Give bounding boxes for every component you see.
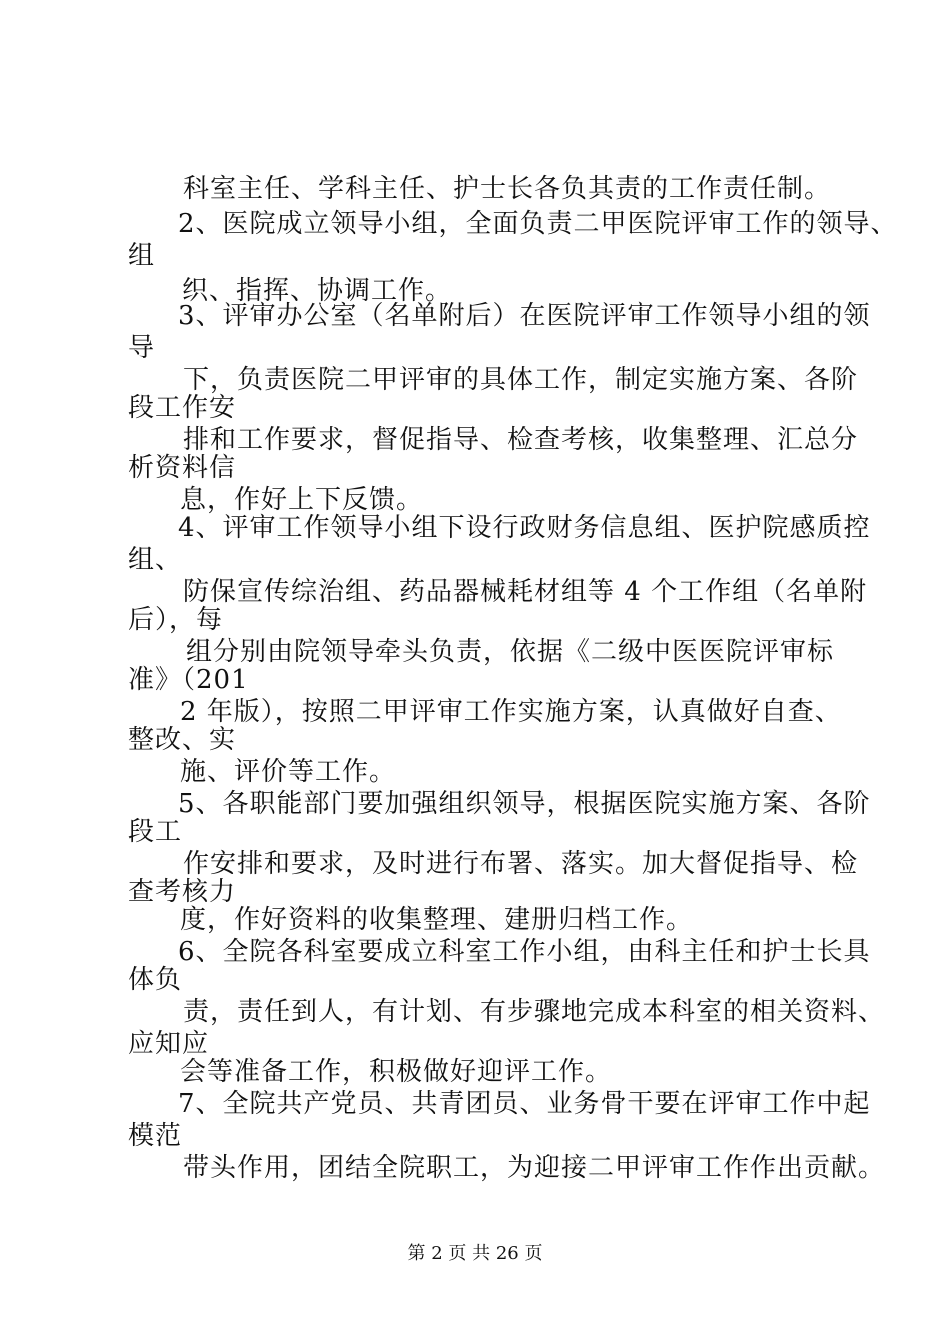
body-line: 体负 bbox=[128, 965, 183, 995]
body-line: 作安排和要求，及时进行布署、落实。加大督促指导、检 bbox=[183, 849, 859, 879]
body-line: 查考核力 bbox=[128, 877, 237, 907]
body-line: 整改、实 bbox=[128, 725, 237, 755]
body-line: 2、医院成立领导小组，全面负责二甲医院评审工作的领导、 bbox=[178, 209, 898, 239]
body-line: 7、全院共产党员、共青团员、业务骨干要在评审工作中起 bbox=[178, 1089, 871, 1119]
body-line: 息，作好上下反馈。 bbox=[180, 485, 424, 515]
body-line: 组、 bbox=[128, 545, 183, 575]
body-line: 织、指挥、协调工作。 bbox=[182, 276, 453, 306]
body-line: 科室主任、学科主任、护士长各负其责的工作责任制。 bbox=[183, 174, 832, 204]
body-line: 排和工作要求，督促指导、检查考核，收集整理、汇总分 bbox=[183, 425, 859, 455]
body-line: 责，责任到人，有计划、有步骤地完成本科室的相关资料、 bbox=[183, 997, 886, 1027]
body-line: 组 bbox=[128, 241, 156, 271]
body-line: 应知应 bbox=[128, 1029, 210, 1059]
body-line: 施、评价等工作。 bbox=[180, 757, 397, 787]
page-number-footer: 第 2 页 共 26 页 bbox=[407, 1243, 543, 1264]
body-line: 2 年版），按照二甲评审工作实施方案，认真做好自查、 bbox=[180, 697, 842, 727]
body-line: 下，负责医院二甲评审的具体工作，制定实施方案、各阶 bbox=[183, 365, 859, 395]
body-line: 5、各职能部门要加强组织领导，根据医院实施方案、各阶 bbox=[178, 789, 871, 819]
body-line: 带头作用，团结全院职工，为迎接二甲评审工作作出贡献。 bbox=[183, 1153, 886, 1183]
body-line: 防保宣传综治组、药品器械耗材组等 4 个工作组（名单附 bbox=[183, 577, 868, 607]
body-line: 模范 bbox=[128, 1121, 183, 1151]
body-line: 后），每 bbox=[128, 605, 224, 635]
body-line: 度，作好资料的收集整理、建册归档工作。 bbox=[180, 905, 694, 935]
body-line: 组分别由院领导牵头负责，依据《二级中医医院评审标 bbox=[186, 637, 835, 667]
body-line: 析资料信 bbox=[128, 453, 237, 483]
body-line: 3、评审办公室（名单附后）在医院评审工作领导小组的领 bbox=[178, 301, 871, 331]
body-line: 段工作安 bbox=[128, 393, 237, 423]
body-line: 段工 bbox=[128, 817, 183, 847]
body-line: 会等准备工作，积极做好迎评工作。 bbox=[180, 1057, 613, 1087]
body-line: 4、评审工作领导小组下设行政财务信息组、医护院感质控 bbox=[178, 513, 871, 543]
body-line: 6、全院各科室要成立科室工作小组，由科主任和护士长具 bbox=[178, 937, 871, 967]
body-line: 准》（201 bbox=[128, 665, 249, 695]
body-line: 导 bbox=[128, 333, 156, 363]
